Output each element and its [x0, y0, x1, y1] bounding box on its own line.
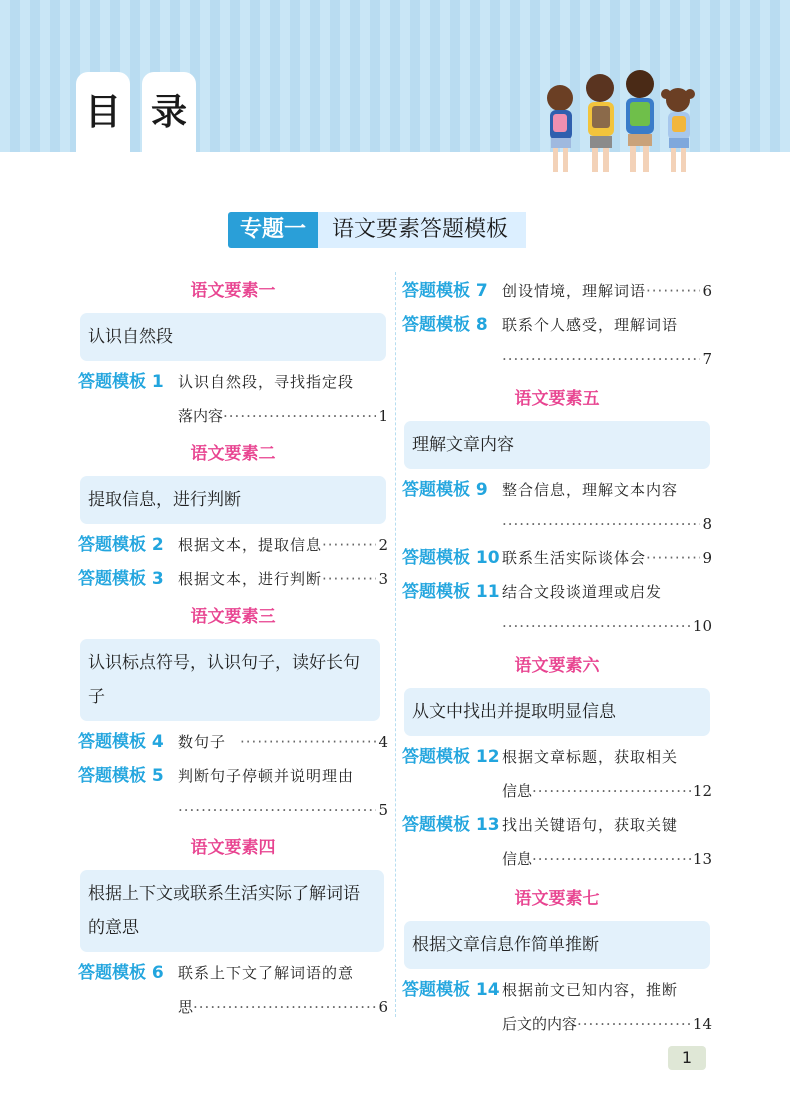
element-heading: 语文要素六: [514, 656, 600, 676]
template-text: 根据前文已知内容，推断: [502, 981, 679, 999]
toc-entry[interactable]: [78, 562, 388, 596]
toc-right-column: [402, 274, 712, 1041]
template-label: 答题模板 12: [402, 747, 500, 767]
page-ref: 14: [692, 1015, 712, 1033]
toc-entry[interactable]: [78, 725, 388, 759]
page-ref: 1: [378, 407, 388, 425]
leader-dots: [532, 842, 691, 876]
toc-entry[interactable]: [402, 973, 712, 1041]
template-text-cont: 信息: [502, 782, 533, 800]
page-ref: 7: [702, 350, 712, 368]
template-text: 根据文章标题，获取相关: [502, 748, 679, 766]
page-ref: 10: [692, 617, 712, 635]
topic-box: 根据上下文或联系生活实际了解词语的意思: [80, 870, 384, 952]
topic-box: 理解文章内容: [404, 421, 710, 469]
template-text: 根据文本，提取信息: [178, 536, 323, 554]
toc-entry[interactable]: [402, 274, 712, 308]
element-heading: 语文要素五: [514, 389, 600, 409]
template-label: 答题模板 3: [78, 569, 164, 589]
leader-dots: [322, 528, 376, 562]
template-label: 答题模板 13: [402, 815, 500, 835]
template-label: 答题模板 9: [402, 480, 488, 500]
template-label: 答题模板 10: [402, 548, 500, 568]
template-text: 创设情境，理解词语: [502, 282, 647, 300]
page-ref: 2: [378, 536, 388, 554]
template-text: 整合信息，理解文本内容: [502, 481, 679, 499]
topic-box: 从文中找出并提取明显信息: [404, 688, 710, 736]
leader-dots: [502, 342, 700, 376]
template-text-cont: 思: [178, 998, 194, 1016]
page-ref: 5: [378, 801, 388, 819]
toc-entry[interactable]: [78, 759, 388, 827]
element-heading: 语文要素七: [514, 889, 600, 909]
page-ref: 6: [702, 282, 712, 300]
leader-dots: [502, 609, 691, 643]
template-text: 联系上下文了解词语的意: [178, 964, 355, 982]
toc-entry[interactable]: [78, 528, 388, 562]
toc-entry[interactable]: [402, 740, 712, 808]
page-ref: 6: [378, 998, 388, 1016]
leader-dots: [577, 1007, 691, 1041]
toc-entry[interactable]: [78, 365, 388, 433]
topic-box: 认识标点符号，认识句子，读好长句子: [80, 639, 380, 721]
topic-box: 根据文章信息作简单推断: [404, 921, 710, 969]
template-text: 数句子: [178, 733, 227, 751]
template-text-cont: 信息: [502, 850, 533, 868]
banner-tag: 专题一: [228, 212, 318, 248]
template-label: 答题模板 11: [402, 582, 500, 602]
toc-entry[interactable]: [78, 956, 388, 1024]
template-label: 答题模板 6: [78, 963, 164, 983]
template-label: 答题模板 4: [78, 732, 164, 752]
leader-dots: [223, 399, 376, 433]
template-label: 答题模板 1: [78, 372, 164, 392]
section-banner: [228, 212, 526, 248]
topic-box: 提取信息，进行判断: [80, 476, 386, 524]
template-label: 答题模板 5: [78, 766, 164, 786]
template-label: 答题模板 14: [402, 980, 500, 1000]
leader-dots: [646, 541, 700, 575]
template-label: 答题模板 2: [78, 535, 164, 555]
template-text: 找出关键语句，获取关键: [502, 816, 679, 834]
template-text: 认识自然段，寻找指定段: [178, 373, 355, 391]
element-heading: 语文要素二: [190, 444, 276, 464]
toc-entry[interactable]: [402, 541, 712, 575]
toc-entry[interactable]: [402, 575, 712, 643]
title-char-2: 录: [142, 72, 196, 154]
leader-dots: [226, 725, 376, 759]
element-heading: 语文要素三: [190, 607, 276, 627]
template-text-cont: 后文的内容: [502, 1015, 578, 1033]
template-text: 联系生活实际谈体会: [502, 549, 647, 567]
template-label: 答题模板 8: [402, 315, 488, 335]
element-heading: 语文要素一: [190, 281, 276, 301]
leader-dots: [646, 274, 700, 308]
title-char-1: 目: [76, 72, 130, 154]
leader-dots: [193, 990, 376, 1024]
page-ref: 9: [702, 549, 712, 567]
template-text: 联系个人感受，理解词语: [502, 316, 679, 334]
children-illustration: [536, 66, 706, 178]
leader-dots: [322, 562, 376, 596]
template-text: 结合文段谈道理或启发: [502, 583, 663, 601]
toc-entry[interactable]: [402, 473, 712, 541]
leader-dots: [502, 507, 700, 541]
page-number: 1: [668, 1046, 706, 1070]
leader-dots: [532, 774, 691, 808]
template-text-cont: 落内容: [178, 407, 224, 425]
toc-entry[interactable]: [402, 308, 712, 376]
element-heading: 语文要素四: [190, 838, 276, 858]
column-divider: [395, 272, 396, 1017]
topic-box: 认识自然段: [80, 313, 386, 361]
template-text: 判断句子停顿并说明理由: [178, 767, 355, 785]
page-ref: 13: [692, 850, 712, 868]
page-ref: 12: [692, 782, 712, 800]
page-ref: 8: [702, 515, 712, 533]
template-text: 根据文本，进行判断: [178, 570, 323, 588]
page-ref: 4: [378, 733, 388, 751]
page-ref: 3: [378, 570, 388, 588]
toc-entry[interactable]: [402, 808, 712, 876]
toc-left-column: [78, 272, 388, 1024]
banner-title: 语文要素答题模板: [318, 212, 526, 248]
leader-dots: [178, 793, 376, 827]
template-label: 答题模板 7: [402, 281, 488, 301]
